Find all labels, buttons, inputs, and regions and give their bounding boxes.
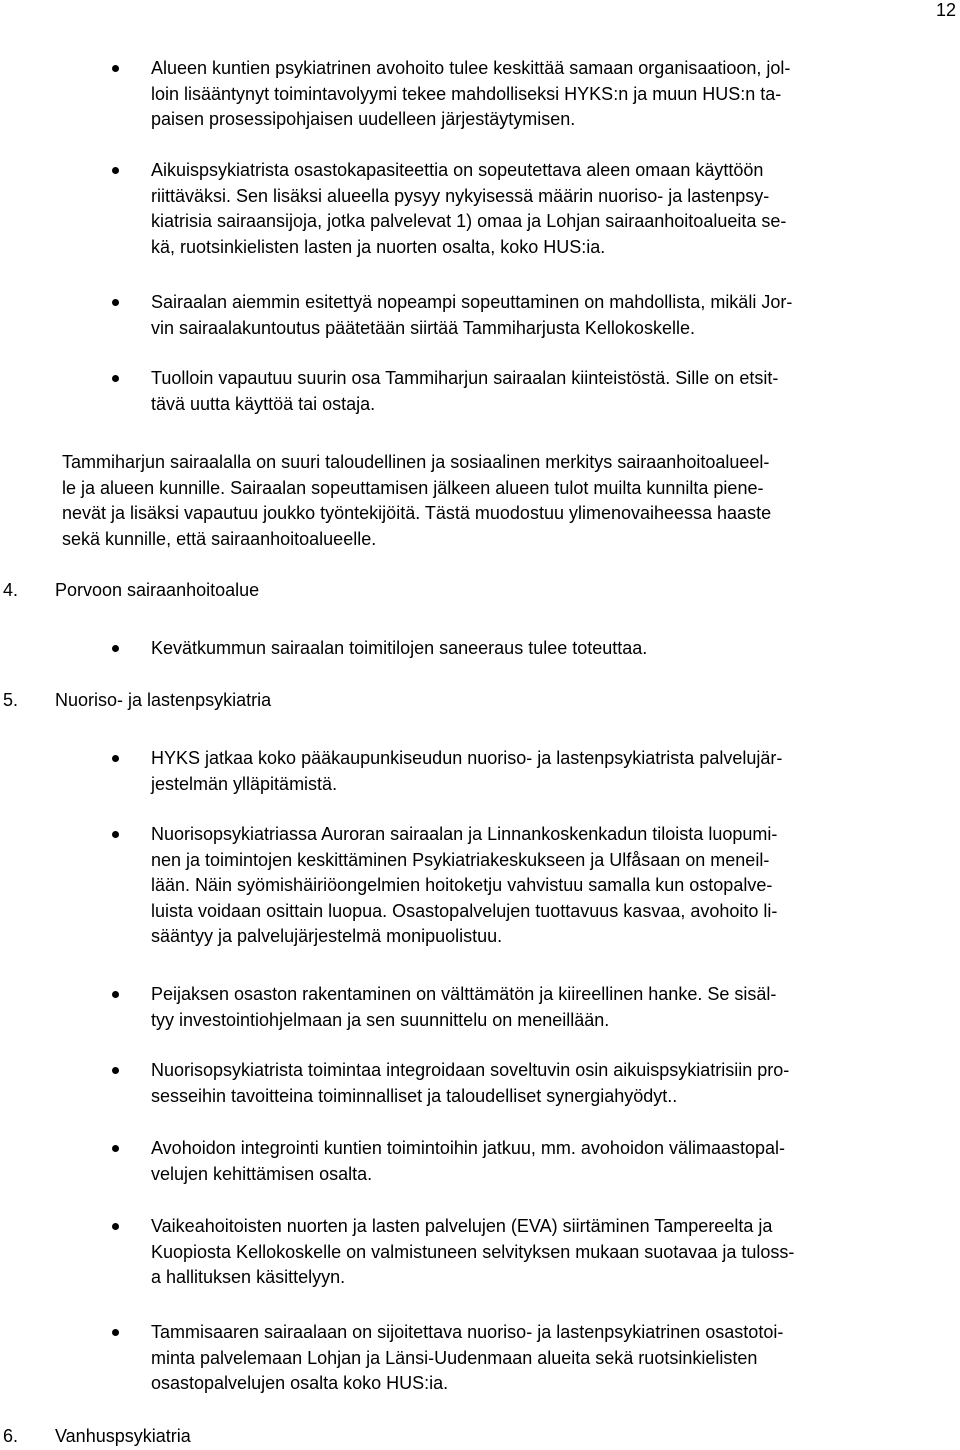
section-number: 5. bbox=[3, 690, 19, 710]
list-item-text: Nuorisopsykiatriassa Auroran sairaalan ja Linnankoskenkadun tiloista luopumi- nen ja toimintojen keskittäminen Psykiatriakeskukseen ja Ulfåsaan on meneil- lään. Näin syömishäiriöongelmien hoitoketju vahvistuu samalla kun ostopalve- luista voidaan osittain luopua. Osastopalvelujen tuottavuus kasvaa, avohoito li- sääntyy ja palvelujärjestelmä monipuolistuu. bbox=[151, 824, 778, 946]
section-title: Porvoon sairaanhoitoalue bbox=[55, 580, 260, 600]
list-item-text: Avohoidon integrointi kuntien toimintoihin jatkuu, mm. avohoidon välimaastopal- velujen kehittämisen osalta. bbox=[151, 1138, 786, 1184]
list-item-text: Sairaalan aiemmin esitettyä nopeampi sopeuttaminen on mahdollista, mikäli Jor- vin sairaalakuntoutus päätetään siirtää Tammiharjusta Kellokoskelle. bbox=[151, 292, 793, 338]
list-item-text: Tuolloin vapautuu suurin osa Tammiharjun sairaalan kiinteistöstä. Sille on etsit- tävä uutta käyttöä tai ostaja. bbox=[151, 368, 779, 414]
list-item-text: Vaikeahoitoisten nuorten ja lasten palvelujen (EVA) siirtäminen Tampereelta ja Kuopiosta Kellokoskelle on valmistuneen selvityksen mukaan suotavaa ja tuloss- a hallituksen käsittelyyn. bbox=[151, 1216, 795, 1287]
bullet-icon bbox=[112, 1145, 119, 1152]
bullet-icon bbox=[112, 1329, 119, 1336]
section-heading bbox=[3, 1424, 191, 1450]
bullet-icon bbox=[112, 65, 119, 72]
list-item-text: Alueen kuntien psykiatrinen avohoito tulee keskittää samaan organisaatioon, jol- loin lisääntynyt toimintavolyymi tekee mahdolliseksi HYKS:n ja muun HUS:n ta- paisen prosessipohjaisen uudelleen järjestäytymisen. bbox=[151, 58, 791, 129]
section-number: 4. bbox=[3, 580, 19, 600]
body-paragraph: Tammiharjun sairaalalla on suuri taloudellinen ja sosiaalinen merkitys sairaanhoitoalueel- le ja alueen kunnille. Sairaalan sopeuttamisen jälkeen alueen tulot muilta kunnilta piene- nevät ja lisäksi vapautuu joukko työntekijöitä. Tästä muodostuu ylimenovaiheessa haaste sekä kunnille, että sairaanhoitoalueelle. bbox=[62, 452, 772, 549]
bullet-icon bbox=[112, 991, 119, 998]
list-item-text: Kevätkummun sairaalan toimitilojen saneeraus tulee toteuttaa. bbox=[151, 638, 648, 658]
bullet-icon bbox=[112, 167, 119, 174]
section-title: Vanhuspsykiatria bbox=[55, 1426, 191, 1446]
bullet-icon bbox=[112, 645, 119, 652]
bullet-icon bbox=[112, 375, 119, 382]
list-item-text: Tammisaaren sairaalaan on sijoitettava nuoriso- ja lastenpsykiatrinen osastotoi- minta palvelemaan Lohjan ja Länsi-Uudenmaan alueita sekä ruotsinkielisten osastopalvelujen osalta koko HUS:ia. bbox=[151, 1322, 784, 1393]
bullet-icon bbox=[112, 831, 119, 838]
section-title: Nuoriso- ja lastenpsykiatria bbox=[55, 690, 272, 710]
bullet-icon bbox=[112, 1067, 119, 1074]
list-item-text: Peijaksen osaston rakentaminen on välttämätön ja kiireellinen hanke. Se sisäl- tyy investointiohjelmaan ja sen suunnittelu on meneillään. bbox=[151, 984, 777, 1030]
section-number: 6. bbox=[3, 1426, 19, 1446]
list-item-text: Aikuispsykiatrista osastokapasiteettia on sopeutettava aleen omaan käyttöön riittäväksi. Sen lisäksi alueella pysyy nykyisessä määrin nuoriso- ja lastenpsy- kiatrisia sairaansijoja, jotka palvelevat 1) omaa ja Lohjan sairaanhoitoalueita se- kä, ruotsinkielisten lasten ja nuorten osalta, koko HUS:ia. bbox=[151, 160, 787, 257]
section-heading bbox=[3, 578, 259, 604]
list-item-text: HYKS jatkaa koko pääkaupunkiseudun nuoriso- ja lastenpsykiatrista palvelujär- jestelmän ylläpitämistä. bbox=[151, 748, 783, 794]
section-heading bbox=[3, 688, 271, 714]
bullet-icon bbox=[112, 1223, 119, 1230]
page-number: 12 bbox=[935, 0, 956, 20]
list-item-text: Nuorisopsykiatrista toimintaa integroidaan soveltuvin osin aikuispsykiatrisiin pro- sesseihin tavoitteina toiminnalliset ja taloudelliset synergiahyödyt.. bbox=[151, 1060, 790, 1106]
bullet-icon bbox=[112, 755, 119, 762]
bullet-icon bbox=[112, 299, 119, 306]
